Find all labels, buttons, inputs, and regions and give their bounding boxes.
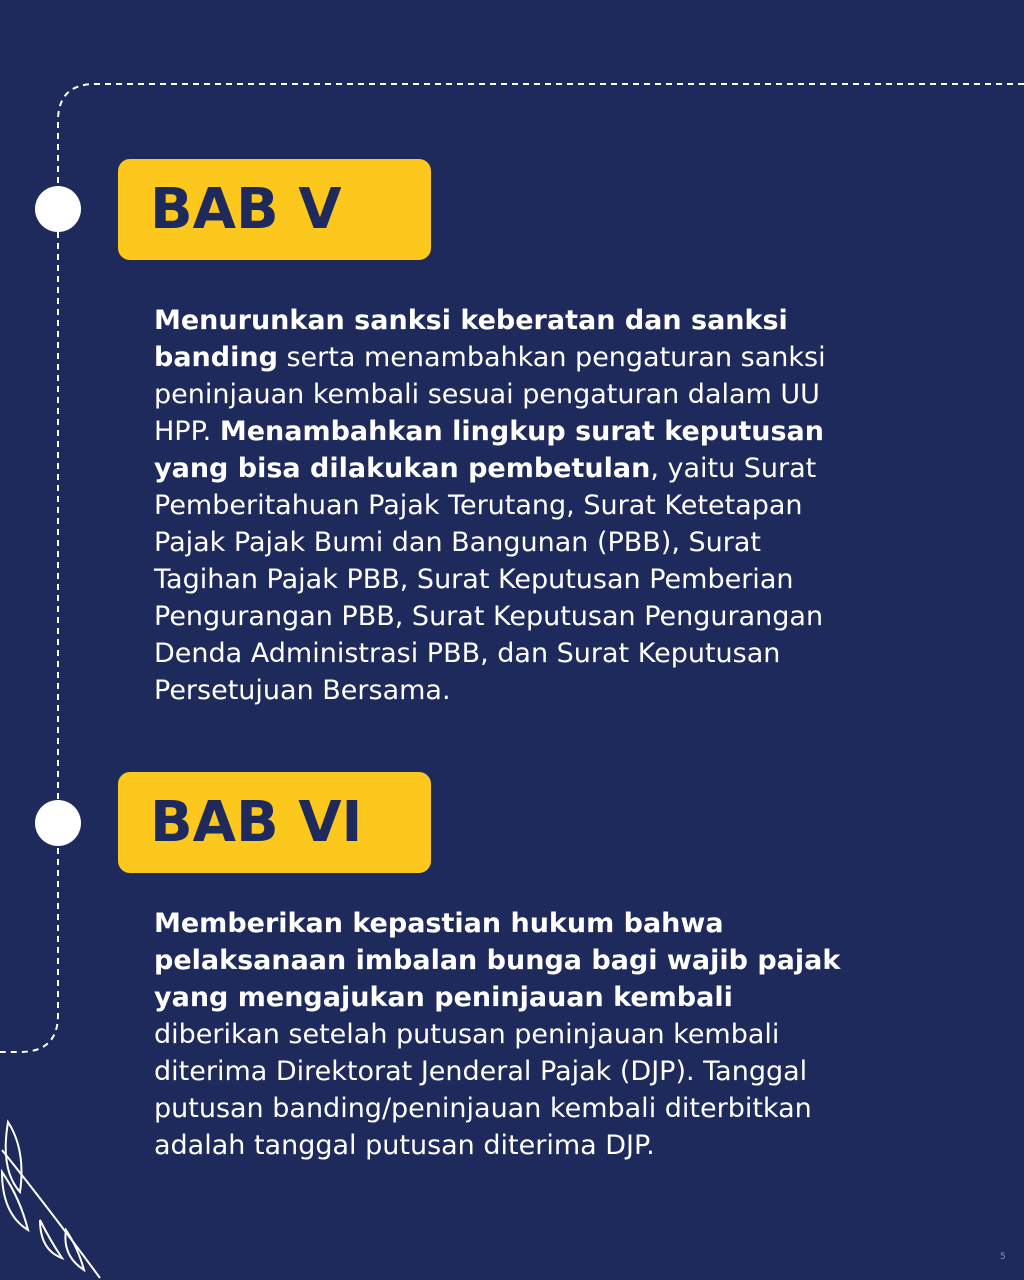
body-text: diterima Direktorat Jenderal Pajak (DJP). Tanggal — [154, 1056, 808, 1087]
body-text: Denda Administrasi PBB, dan Surat Keputusan — [154, 638, 781, 669]
text-line — [154, 450, 984, 487]
body-text: HPP. — [154, 416, 220, 447]
text-line — [154, 1090, 984, 1127]
section-body — [154, 905, 984, 1164]
bold-text: Menambahkan lingkup surat keputusan — [219, 416, 824, 447]
bold-text: pelaksanaan imbalan bunga bagi wajib pajak — [154, 945, 841, 976]
section-body — [154, 302, 984, 709]
body-text: Pemberitahuan Pajak Terutang, Surat Ketetapan — [154, 490, 803, 521]
text-line — [154, 979, 984, 1016]
text-line — [154, 487, 984, 524]
text-line — [154, 942, 984, 979]
text-line — [154, 376, 984, 413]
text-line — [154, 635, 984, 672]
section-heading: BAB VI — [150, 790, 363, 855]
leaf-sprig-decoration-icon — [0, 1110, 110, 1280]
bold-text: Menurunkan sanksi keberatan dan sanksi — [154, 305, 788, 336]
text-line — [154, 1127, 984, 1164]
body-text: serta menambahkan pengaturan sanksi — [277, 342, 826, 373]
body-text: putusan banding/peninjauan kembali diterbitkan — [154, 1093, 812, 1124]
text-line — [154, 598, 984, 635]
text-line — [154, 905, 984, 942]
text-line — [154, 339, 984, 376]
body-text: Persetujuan Bersama. — [154, 675, 451, 706]
page-number: 5 — [1000, 1252, 1006, 1262]
body-text: peninjauan kembali sesuai pengaturan dalam UU — [154, 379, 820, 410]
body-text: , yaitu Surat — [650, 453, 817, 484]
timeline-dot-icon — [35, 186, 81, 232]
body-text: adalah tanggal putusan diterima DJP. — [154, 1130, 655, 1161]
body-text: diberikan setelah putusan peninjauan kembali — [154, 1019, 780, 1050]
body-text: Pengurangan PBB, Surat Keputusan Pengurangan — [154, 601, 824, 632]
section-badge — [118, 159, 431, 260]
bold-text: yang mengajukan peninjauan kembali — [154, 982, 733, 1013]
text-line — [154, 302, 984, 339]
text-line — [154, 561, 984, 598]
section-heading: BAB V — [150, 177, 342, 242]
text-line — [154, 413, 984, 450]
section-badge — [118, 772, 431, 873]
text-line — [154, 672, 984, 709]
bold-text: yang bisa dilakukan pembetulan — [154, 453, 651, 484]
text-line — [154, 524, 984, 561]
text-line — [154, 1016, 984, 1053]
body-text: Pajak Pajak Bumi dan Bangunan (PBB), Surat — [154, 527, 761, 558]
timeline-dot-icon — [35, 800, 81, 846]
bold-text: Memberikan kepastian hukum bahwa — [154, 908, 724, 939]
text-line — [154, 1053, 984, 1090]
bold-text: banding — [154, 342, 278, 373]
body-text: Tagihan Pajak PBB, Surat Keputusan Pemberian — [154, 564, 794, 595]
